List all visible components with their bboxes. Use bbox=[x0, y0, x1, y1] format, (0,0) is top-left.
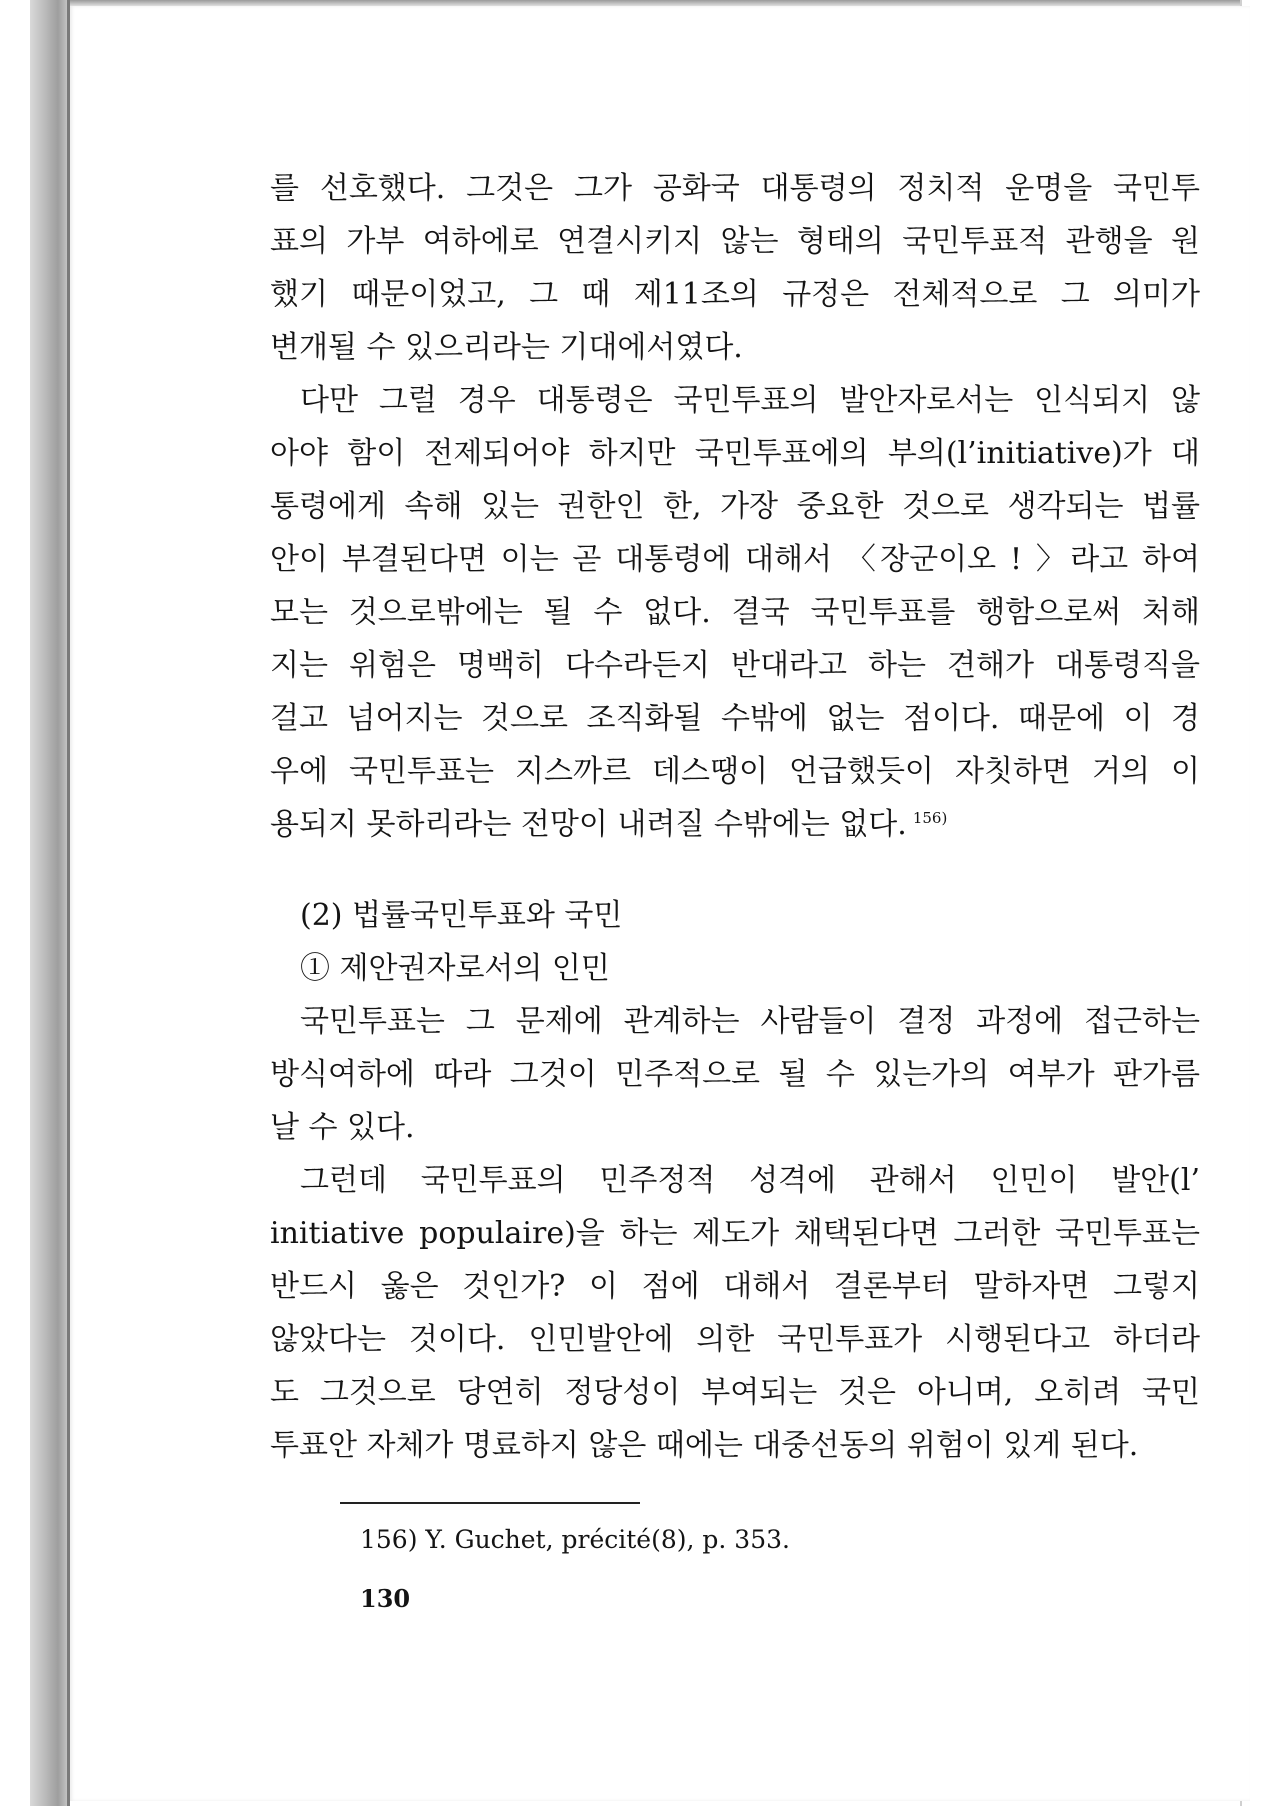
paragraph-line: 다만 그럴 경우 대통령은 국민투표의 발안자로서는 인식되지 않 bbox=[300, 383, 1200, 418]
paragraph-line: 걸고 넘어지는 것으로 조직화될 수밖에 없는 점이다. 때문에 이 경 bbox=[270, 701, 1200, 736]
paragraph-line: 를 선호했다. 그것은 그가 공화국 대통령의 정치적 운명을 국민투 bbox=[270, 171, 1200, 206]
paragraph-line: 방식여하에 따라 그것이 민주적으로 될 수 있는가의 여부가 판가름 bbox=[270, 1057, 1200, 1092]
book-page-stack-edge bbox=[30, 0, 70, 1806]
paragraph-line-with-footnote bbox=[270, 800, 1200, 850]
paragraph-line: 아야 함이 전제되어야 하지만 국민투표에의 부의(l’initiative)가 대 bbox=[270, 436, 1200, 471]
paragraph-line: 모는 것으로밖에는 될 수 없다. 결국 국민투표를 행함으로써 처해 bbox=[270, 595, 1200, 630]
paragraph-line: 도 그것으로 당연히 정당성이 부여되는 것은 아니며, 오히려 국민 bbox=[270, 1375, 1200, 1410]
paragraph-line: 투표안 자체가 명료하지 않은 때에는 대중선동의 위험이 있게 된다. bbox=[270, 1428, 1139, 1463]
paragraph-line: 않았다는 것이다. 인민발안에 의한 국민투표가 시행된다고 하더라 bbox=[270, 1322, 1200, 1357]
footnote-divider bbox=[340, 1502, 640, 1504]
paragraph-line: 그런데 국민투표의 민주정적 성격에 관해서 인민이 발안(l’ bbox=[300, 1163, 1200, 1198]
page-number: 130 bbox=[360, 1584, 411, 1613]
paragraph-line: 표의 가부 여하에로 연결시키지 않는 형태의 국민투표적 관행을 원 bbox=[270, 224, 1200, 259]
paragraph-line: 통령에게 속해 있는 권한인 한, 가장 중요한 것으로 생각되는 법률 bbox=[270, 489, 1200, 524]
footnote: 156) Y. Guchet, précité(8), p. 353. bbox=[360, 1525, 790, 1554]
paragraph-line: 우에 국민투표는 지스까르 데스땡이 언급했듯이 자칫하면 거의 이 bbox=[270, 754, 1200, 789]
paragraph-line: initiative populaire)을 하는 제도가 채택된다면 그러한 국민투표는 bbox=[270, 1216, 1200, 1251]
section-heading: (2) 법률국민투표와 국민 bbox=[300, 898, 623, 933]
paragraph-line: 안이 부결된다면 이는 곧 대통령에 대해서 〈장군이오 ! 〉라고 하여 bbox=[270, 542, 1200, 577]
footnote-reference: 156) bbox=[912, 809, 948, 827]
paragraph-line: 반드시 옳은 것인가? 이 점에 대해서 결론부터 말하자면 그렇지 bbox=[270, 1269, 1200, 1304]
paragraph-line: 용되지 못하리라는 전망이 내려질 수밖에는 없다. bbox=[270, 807, 907, 842]
paragraph-line: 국민투표는 그 문제에 관계하는 사람들이 결정 과정에 접근하는 bbox=[300, 1004, 1200, 1039]
paragraph-line: 변개될 수 있으리라는 기대에서였다. bbox=[270, 330, 743, 365]
subsection-heading: ① 제안권자로서의 인민 bbox=[300, 951, 610, 986]
paragraph-line: 날 수 있다. bbox=[270, 1110, 415, 1145]
book-page bbox=[70, 6, 1250, 1801]
paragraph-line: 지는 위험은 명백히 다수라든지 반대라고 하는 견해가 대통령직을 bbox=[270, 648, 1200, 683]
paragraph-line: 했기 때문이었고, 그 때 제11조의 규정은 전체적으로 그 의미가 bbox=[270, 277, 1200, 312]
